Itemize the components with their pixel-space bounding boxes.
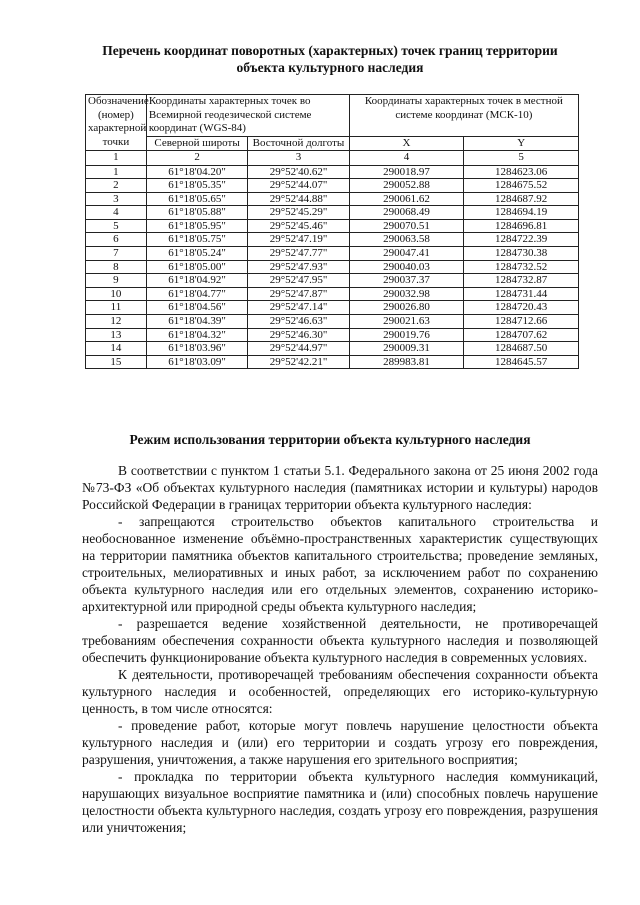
column-number: 5 bbox=[464, 151, 579, 166]
point-id-cell: 1 bbox=[86, 165, 147, 179]
table-row bbox=[86, 206, 579, 220]
header-wgs84: Координаты характерных точек во Всемирной геодезической системе координат (WGS-84) bbox=[146, 95, 349, 137]
y-cell: 1284722.39 bbox=[464, 233, 579, 247]
longitude-cell: 29°52'45.46" bbox=[248, 219, 349, 233]
longitude-cell: 29°52'46.63" bbox=[248, 315, 349, 329]
longitude-cell: 29°52'44.88" bbox=[248, 192, 349, 206]
header-y: Y bbox=[464, 136, 579, 151]
point-id-cell: 5 bbox=[86, 219, 147, 233]
y-cell: 1284707.62 bbox=[464, 328, 579, 342]
latitude-cell: 61°18'04.20" bbox=[146, 165, 247, 179]
latitude-cell: 61°18'04.56" bbox=[146, 301, 247, 315]
y-cell: 1284731.44 bbox=[464, 287, 579, 301]
header-msk10: Координаты характерных точек в местной системе координат (МСК-10) bbox=[349, 95, 578, 137]
table-row bbox=[86, 315, 579, 329]
x-cell: 290070.51 bbox=[349, 219, 464, 233]
column-number: 4 bbox=[349, 151, 464, 166]
x-cell: 290047.41 bbox=[349, 247, 464, 261]
point-id-cell: 9 bbox=[86, 274, 147, 288]
table-row bbox=[86, 219, 579, 233]
x-cell: 290063.58 bbox=[349, 233, 464, 247]
x-cell: 290026.80 bbox=[349, 301, 464, 315]
column-number: 2 bbox=[146, 151, 247, 166]
y-cell: 1284720.43 bbox=[464, 301, 579, 315]
y-cell: 1284687.92 bbox=[464, 192, 579, 206]
point-id-cell: 12 bbox=[86, 315, 147, 329]
table-row bbox=[86, 247, 579, 261]
longitude-cell: 29°52'47.95" bbox=[248, 274, 349, 288]
table-row bbox=[86, 287, 579, 301]
latitude-cell: 61°18'03.09" bbox=[146, 355, 247, 369]
y-cell: 1284645.57 bbox=[464, 355, 579, 369]
table-row bbox=[86, 274, 579, 288]
y-cell: 1284694.19 bbox=[464, 206, 579, 220]
header-point-id: Обозначение (номер) характерной точки bbox=[86, 95, 147, 151]
title-line-1: Перечень координат поворотных (характерных) точек границ территории bbox=[102, 43, 558, 58]
column-number: 1 bbox=[86, 151, 147, 166]
latitude-cell: 61°18'04.92" bbox=[146, 274, 247, 288]
longitude-cell: 29°52'46.30" bbox=[248, 328, 349, 342]
table-row bbox=[86, 301, 579, 315]
paragraph: К деятельности, противоречащей требованиям обеспечения сохранности объекта культурного наследия и особенностей, определяющих его историко-культурную ценность, в том числе относятся: bbox=[82, 667, 598, 716]
latitude-cell: 61°18'05.88" bbox=[146, 206, 247, 220]
x-cell: 290032.98 bbox=[349, 287, 464, 301]
longitude-cell: 29°52'47.19" bbox=[248, 233, 349, 247]
x-cell: 290052.88 bbox=[349, 179, 464, 193]
latitude-cell: 61°18'03.96" bbox=[146, 342, 247, 356]
point-id-cell: 7 bbox=[86, 247, 147, 261]
table-row bbox=[86, 342, 579, 356]
paragraph: - прокладка по территории объекта культурного наследия коммуникаций, нарушающих визуальное восприятие памятника и (или) способных повлечь нарушение целостности объекта культурного наследия, создать угрозу его повреждения, разрушения или уничтожения; bbox=[82, 769, 598, 835]
latitude-cell: 61°18'04.39" bbox=[146, 315, 247, 329]
x-cell: 290009.31 bbox=[349, 342, 464, 356]
longitude-cell: 29°52'47.77" bbox=[248, 247, 349, 261]
paragraph: В соответствии с пунктом 1 статьи 5.1. Федерального закона от 25 июня 2002 года №73-ФЗ «Об объектах культурного наследия (памятниках истории и культуры) народов Российской Федерации в границах территории объекта культурного наследия: bbox=[82, 463, 598, 512]
regime-text bbox=[82, 462, 598, 836]
longitude-cell: 29°52'40.62" bbox=[248, 165, 349, 179]
latitude-cell: 61°18'04.77" bbox=[146, 287, 247, 301]
x-cell: 290021.63 bbox=[349, 315, 464, 329]
header-longitude: Восточной долготы bbox=[248, 136, 349, 151]
y-cell: 1284732.87 bbox=[464, 274, 579, 288]
point-id-cell: 4 bbox=[86, 206, 147, 220]
x-cell: 290037.37 bbox=[349, 274, 464, 288]
title-line-2: объекта культурного наследия bbox=[236, 60, 424, 75]
latitude-cell: 61°18'05.95" bbox=[146, 219, 247, 233]
y-cell: 1284675.52 bbox=[464, 179, 579, 193]
header-x: X bbox=[349, 136, 464, 151]
x-cell: 290068.49 bbox=[349, 206, 464, 220]
longitude-cell: 29°52'45.29" bbox=[248, 206, 349, 220]
y-cell: 1284623.06 bbox=[464, 165, 579, 179]
longitude-cell: 29°52'47.14" bbox=[248, 301, 349, 315]
document-title bbox=[60, 42, 600, 76]
longitude-cell: 29°52'47.93" bbox=[248, 260, 349, 274]
x-cell: 290040.03 bbox=[349, 260, 464, 274]
table-row bbox=[86, 233, 579, 247]
latitude-cell: 61°18'05.00" bbox=[146, 260, 247, 274]
point-id-cell: 14 bbox=[86, 342, 147, 356]
point-id-cell: 13 bbox=[86, 328, 147, 342]
point-id-cell: 10 bbox=[86, 287, 147, 301]
table-row bbox=[86, 355, 579, 369]
header-latitude: Северной широты bbox=[146, 136, 247, 151]
y-cell: 1284712.66 bbox=[464, 315, 579, 329]
paragraph: - проведение работ, которые могут повлечь нарушение целостности объекта культурного наследия и (или) его территории и создать угрозу его повреждения, разрушения, уничтожения, а также нарушения его зрительного восприятия; bbox=[82, 718, 598, 767]
table-row bbox=[86, 192, 579, 206]
y-cell: 1284687.50 bbox=[464, 342, 579, 356]
paragraph: - разрешается ведение хозяйственной деятельности, не противоречащей требованиям обеспечения сохранности объекта культурного наследия и позволяющей обеспечить функционирование объекта культурного наследия в современных условиях. bbox=[82, 616, 598, 665]
x-cell: 290061.62 bbox=[349, 192, 464, 206]
x-cell: 289983.81 bbox=[349, 355, 464, 369]
table-row bbox=[86, 260, 579, 274]
latitude-cell: 61°18'05.75" bbox=[146, 233, 247, 247]
x-cell: 290019.76 bbox=[349, 328, 464, 342]
longitude-cell: 29°52'47.87" bbox=[248, 287, 349, 301]
section-title: Режим использования территории объекта культурного наследия bbox=[129, 432, 531, 447]
paragraph: - запрещаются строительство объектов капитального строительства и необоснованное изменение объёмно-пространственных характеристик существующих на территории памятника объектов капитального строительства; проведение земляных, строительных, мелиоративных и иных работ, за исключением работ по сохранению объекта культурного наследия или его отдельных элементов, сохранению историко-архитектурной или природной среды объекта культурного наследия; bbox=[82, 514, 598, 614]
table-row bbox=[86, 179, 579, 193]
latitude-cell: 61°18'05.65" bbox=[146, 192, 247, 206]
table-row bbox=[86, 328, 579, 342]
latitude-cell: 61°18'05.35" bbox=[146, 179, 247, 193]
coordinates-table bbox=[85, 94, 579, 369]
point-id-cell: 11 bbox=[86, 301, 147, 315]
longitude-cell: 29°52'44.97" bbox=[248, 342, 349, 356]
latitude-cell: 61°18'04.32" bbox=[146, 328, 247, 342]
longitude-cell: 29°52'44.07" bbox=[248, 179, 349, 193]
longitude-cell: 29°52'42.21" bbox=[248, 355, 349, 369]
y-cell: 1284730.38 bbox=[464, 247, 579, 261]
y-cell: 1284696.81 bbox=[464, 219, 579, 233]
y-cell: 1284732.52 bbox=[464, 260, 579, 274]
x-cell: 290018.97 bbox=[349, 165, 464, 179]
point-id-cell: 2 bbox=[86, 179, 147, 193]
table-row bbox=[86, 165, 579, 179]
point-id-cell: 3 bbox=[86, 192, 147, 206]
point-id-cell: 15 bbox=[86, 355, 147, 369]
coordinates-table-body bbox=[86, 165, 579, 369]
point-id-cell: 8 bbox=[86, 260, 147, 274]
column-number: 3 bbox=[248, 151, 349, 166]
latitude-cell: 61°18'05.24" bbox=[146, 247, 247, 261]
point-id-cell: 6 bbox=[86, 233, 147, 247]
